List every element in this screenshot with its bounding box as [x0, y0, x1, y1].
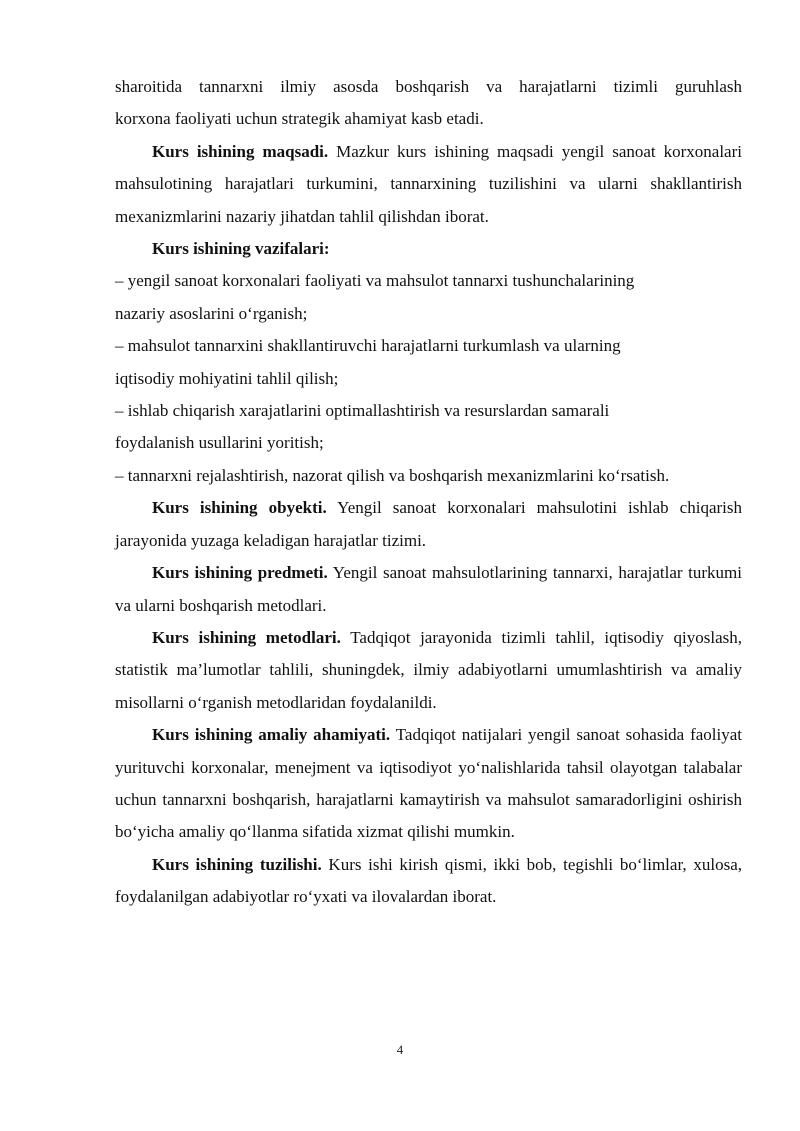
task-item-line-1: – yengil sanoat korxonalari faoliyati va mahsulot tannarxi tushunchalarining [115, 271, 635, 291]
object-heading: Kurs ishining obyekti. [152, 498, 327, 518]
practical-heading: Kurs ishining amaliy ahamiyati. [152, 725, 391, 745]
structure-paragraph [115, 849, 742, 914]
task-item-line-1: – ishlab chiqarish xarajatlarini optimallashtirish va resurslardan samarali [115, 401, 610, 421]
object-text: Yengil sanoat korxonalari mahsulotini ishlab chiqarish jarayonida yuzaga keladigan harajatlar tizimi. [115, 498, 742, 550]
tasks-list [115, 265, 742, 492]
methods-heading: Kurs ishining metodlari. [152, 627, 341, 647]
task-item-line-2: iqtisodiy mohiyatini tahlil qilish; [115, 368, 339, 388]
task-item-line-1: – mahsulot tannarxini shakllantiruvchi harajatlarni turkumlash va ularning [115, 336, 621, 356]
task-item [115, 330, 742, 395]
goal-paragraph [115, 136, 742, 233]
task-item-line-2: nazariy asoslarini o‘rganish; [115, 303, 308, 323]
subject-text: Yengil sanoat mahsulotlarining tannarxi, harajatlar turkumi va ularni boshqarish metodlari. [115, 563, 743, 615]
structure-heading: Kurs ishining tuzilishi. [152, 854, 322, 874]
task-item [115, 395, 742, 460]
intro-continuation [115, 71, 742, 136]
methods-text: Tadqiqot jarayonida tizimli tahlil, iqtisodiy qiyoslash, statistik ma’lumotlar tahlili, shuningdek, ilmiy adabiyotlarni umumlashtirish va amaliy misollarni o‘rganish metodlaridan foydalanildi. [115, 627, 742, 712]
page-number: 4 [396, 1042, 404, 1057]
subject-paragraph [115, 557, 742, 622]
practical-text: Tadqiqot natijalari yengil sanoat sohasida faoliyat yurituvchi korxonalar, menejment va iqtisodiyot yo‘nalishlarida tahsil olayotgan talabalar uchun tannarxni boshqarish, harajatlarni kamaytirish va mahsulot samaradorligini oshirish bo‘yicha amaliy qo‘llanma sifatida xizmat qilishi mumkin. [115, 725, 742, 842]
goal-text: Mazkur kurs ishining maqsadi yengil sanoat korxonalari mahsulotining harajatlari turkumini, tannarxining tuzilishini va ularni shakllantirish mexanizmlarini nazariy jihatdan tahlil qilishdan iborat. [115, 141, 742, 226]
subject-heading: Kurs ishining predmeti. [152, 563, 328, 583]
task-item [115, 460, 742, 492]
methods-paragraph [115, 622, 742, 719]
structure-text: Kurs ishi kirish qismi, ikki bob, tegishli bo‘limlar, xulosa, foydalanilgan adabiyotlar ro‘yxati va ilovalardan iborat. [115, 854, 742, 907]
tasks-heading: Kurs ishining vazifalari: [152, 239, 330, 259]
goal-heading: Kurs ishining maqsadi. [152, 141, 329, 161]
page-body [115, 71, 742, 914]
practical-paragraph [115, 719, 742, 849]
task-item-line-2: foydalanish usullarini yoritish; [115, 433, 324, 453]
object-paragraph [115, 492, 742, 557]
intro-line-1: sharoitida tannarxni ilmiy asosda boshqarish va harajatlarni tizimli guruhlash [115, 77, 742, 96]
intro-line-2: korxona faoliyati uchun strategik ahamiyat kasb etadi. [115, 109, 484, 129]
task-item [115, 265, 742, 330]
task-item-line-1: – tannarxni rejalashtirish, nazorat qilish va boshqarish mexanizmlarini ko‘rsatish. [115, 465, 670, 485]
